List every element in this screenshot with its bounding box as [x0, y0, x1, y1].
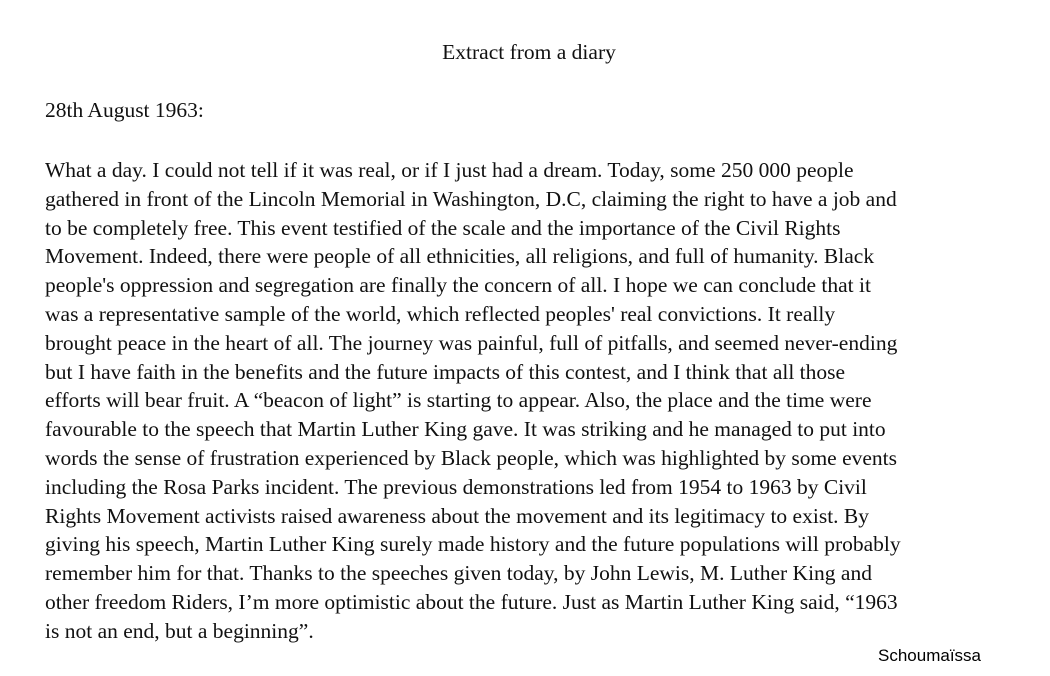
- text-line: What a day. I could not tell if it was real, or if I just had a dream. Today, some 250 000 people: [45, 158, 854, 182]
- text-line: is not an end, but a beginning”.: [45, 618, 314, 643]
- document-title: Extract from a diary: [442, 40, 616, 64]
- text-line: Rights Movement activists raised awareness about the movement and its legitimacy to exist. By: [45, 503, 870, 528]
- text-line: favourable to the speech that Martin Luther King gave. It was striking and he managed to put into: [45, 417, 886, 442]
- text-line: gathered in front of the Lincoln Memorial in Washington, D.C, claiming the right to have a job and: [45, 186, 897, 211]
- diary-entry-text: [45, 156, 1035, 646]
- text-line: Movement. Indeed, there were people of all ethnicities, all religions, and full of humanity. Black: [45, 244, 875, 269]
- text-line: words the sense of frustration experienced by Black people, which was highlighted by some events: [45, 445, 898, 470]
- text-line: brought peace in the heart of all. The journey was painful, full of pitfalls, and seemed never-ending: [45, 330, 898, 355]
- text-line: was a representative sample of the world, which reflected peoples' real convictions. It really: [45, 301, 836, 326]
- text-line: efforts will bear fruit. A “beacon of light” is starting to appear. Also, the place and the time were: [45, 388, 872, 413]
- text-line: other freedom Riders, I’m more optimistic about the future. Just as Martin Luther King said, “1963: [45, 589, 898, 614]
- text-line: but I have faith in the benefits and the future impacts of this contest, and I think that all those: [45, 359, 846, 384]
- text-line: remember him for that. Thanks to the speeches given today, by John Lewis, M. Luther King and: [45, 561, 872, 586]
- text-line: including the Rosa Parks incident. The previous demonstrations led from 1954 to 1963 by Civil: [45, 474, 867, 499]
- author-signature: Schoumaïssa: [878, 646, 981, 665]
- text-line: people's oppression and segregation are finally the concern of all. I hope we can conclude that it: [45, 273, 871, 298]
- text-line: giving his speech, Martin Luther King surely made history and the future populations will probably: [45, 532, 901, 557]
- text-line: to be completely free. This event testified of the scale and the importance of the Civil Rights: [45, 215, 841, 240]
- diary-date: 28th August 1963:: [45, 98, 204, 122]
